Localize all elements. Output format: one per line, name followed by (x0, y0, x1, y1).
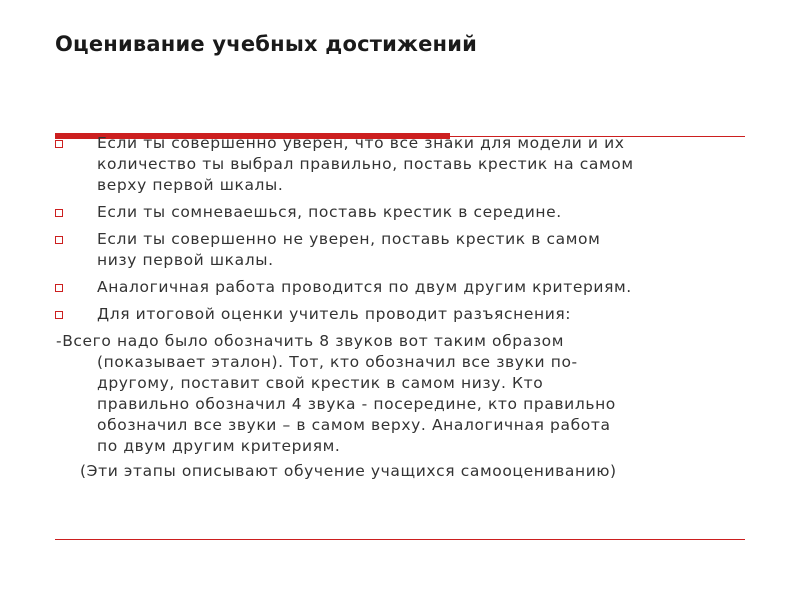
bullet-line: Если ты совершенно не уверен, поставь крестик в самом (97, 230, 601, 248)
bullet-line: Если ты совершенно уверен, что все знаки для модели и их (97, 134, 625, 152)
square-bullet-icon (55, 140, 63, 148)
bullet-item-1 (50, 133, 750, 196)
paragraph-line: обозначил все звуки – в самом верху. Аналогичная работа (97, 416, 611, 434)
paragraph-line: (показывает эталон). Тот, кто обозначил все звуки по- (97, 353, 578, 371)
bullet-line: Аналогичная работа проводится по двум другим критериям. (97, 278, 632, 296)
square-bullet-icon (55, 311, 63, 319)
square-bullet-icon (55, 236, 63, 244)
bullet-line: количество ты выбрал правильно, поставь крестик на самом (97, 155, 634, 173)
bullet-line: Если ты сомневаешься, поставь крестик в середине. (97, 203, 562, 221)
paragraph-line: другому, поставит свой крестик в самом низу. Кто (97, 374, 544, 392)
square-bullet-icon (55, 284, 63, 292)
slide-title: Оценивание учебных достижений (55, 32, 478, 56)
paragraph-line: правильно обозначил 4 звука - посередине, кто правильно (97, 395, 616, 413)
bullet-line: верху первой шкалы. (97, 176, 284, 194)
bottom-divider-line (55, 539, 745, 540)
closing-note: (Эти этапы описывают обучение учащихся самооцениванию) (80, 462, 617, 480)
bullet-line: низу первой шкалы. (97, 251, 274, 269)
paragraph-line: -Всего надо было обозначить 8 звуков вот таким образом (56, 332, 565, 350)
square-bullet-icon (55, 209, 63, 217)
bullet-item-2 (50, 202, 750, 223)
bullet-line: Для итоговой оценки учитель проводит разъяснения: (97, 305, 572, 323)
bullet-item-4 (50, 277, 750, 298)
explanation-paragraph (50, 331, 750, 457)
paragraph-line: по двум другим критериям. (97, 437, 341, 455)
bullet-item-3 (50, 229, 750, 271)
slide-body (50, 133, 750, 482)
bullet-item-5 (50, 304, 750, 325)
